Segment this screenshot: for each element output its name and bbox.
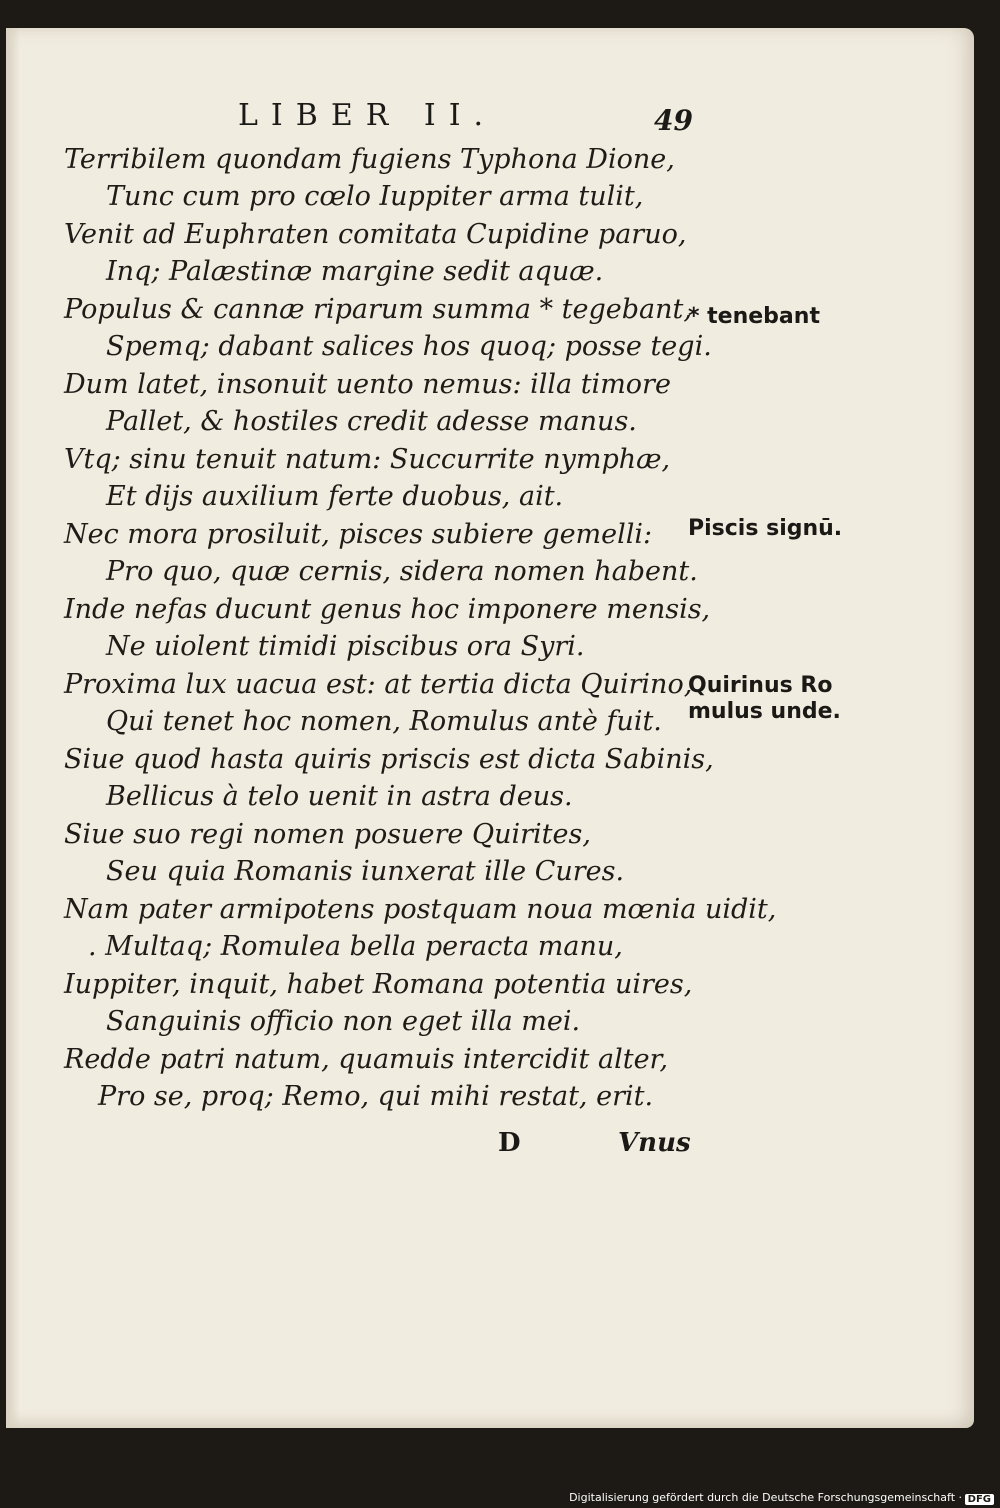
running-head: LIBER II. xyxy=(238,98,497,133)
verse-line: Pro quo, quæ cernis, sidera nomen habent. xyxy=(106,556,698,587)
verse-line: Nec mora prosiluit, pisces subiere gemelli: xyxy=(64,519,653,550)
catchword: Vnus xyxy=(618,1128,691,1158)
page-number: 49 xyxy=(654,104,693,137)
verse-line: . Multaq; Romulea bella peracta manu, xyxy=(88,931,623,962)
verse-line: Qui tenet hoc nomen, Romulus antè fuit. xyxy=(106,706,662,737)
book-page xyxy=(6,28,974,1428)
verse-line: Iuppiter, inquit, habet Romana potentia uires, xyxy=(64,969,693,1000)
verse-line: Siue suo regi nomen posuere Quirites, xyxy=(64,819,591,850)
verse-line: Tunc cum pro cœlo Iuppiter arma tulit, xyxy=(106,181,644,212)
margin-note: * tenebant xyxy=(688,304,820,329)
verse-line: Et dijs auxilium ferte duobus, ait. xyxy=(106,481,564,512)
verse-line: Proxima lux uacua est: at tertia dicta Quirino, xyxy=(64,669,693,700)
verse-line: Venit ad Euphraten comitata Cupidine paruo, xyxy=(64,219,687,250)
verse-line: Pallet, & hostiles credit adesse manus. xyxy=(106,406,637,437)
verse-line: Dum latet, insonuit uento nemus: illa timore xyxy=(64,369,671,400)
dfg-logo: DFG xyxy=(965,1494,994,1505)
verse-line: Vtq; sinu tenuit natum: Succurrite nymphæ, xyxy=(64,444,671,475)
verse-line: Siue quod hasta quiris priscis est dicta Sabinis, xyxy=(64,744,714,775)
page-gutter-shadow xyxy=(6,28,20,1428)
verse-line: Inq; Palæstinæ margine sedit aquæ. xyxy=(106,256,604,287)
margin-note: Quirinus Ro mulus unde. xyxy=(688,673,841,725)
verse-line: Seu quia Romanis iunxerat ille Cures. xyxy=(106,856,625,887)
margin-note: Piscis signū. xyxy=(688,516,843,541)
verse-line: Sanguinis officio non eget illa mei. xyxy=(106,1006,581,1037)
verse-line: Bellicus à telo uenit in astra deus. xyxy=(106,781,573,812)
verse-line: Nam pater armipotens postquam noua mœnia uidit, xyxy=(64,894,777,925)
signature-mark: D xyxy=(498,1128,521,1158)
verse-line: Inde nefas ducunt genus hoc imponere mensis, xyxy=(64,594,711,625)
verse-line: Ne uiolent timidi piscibus ora Syri. xyxy=(106,631,585,662)
verse-line: Terribilem quondam fugiens Typhona Dione, xyxy=(64,144,675,175)
verse-line: Redde patri natum, quamuis intercidit alter, xyxy=(64,1044,669,1075)
verse-line: Populus & cannæ riparum summa * tegebant, xyxy=(64,294,692,325)
verse-line: Pro se, proq; Remo, qui mihi restat, erit. xyxy=(98,1081,654,1112)
verse-line: Spemq; dabant salices hos quoq; posse tegi. xyxy=(106,331,712,362)
digitization-credit: Digitalisierung gefördert durch die Deutsche Forschungsgemeinschaft · xyxy=(569,1491,962,1504)
